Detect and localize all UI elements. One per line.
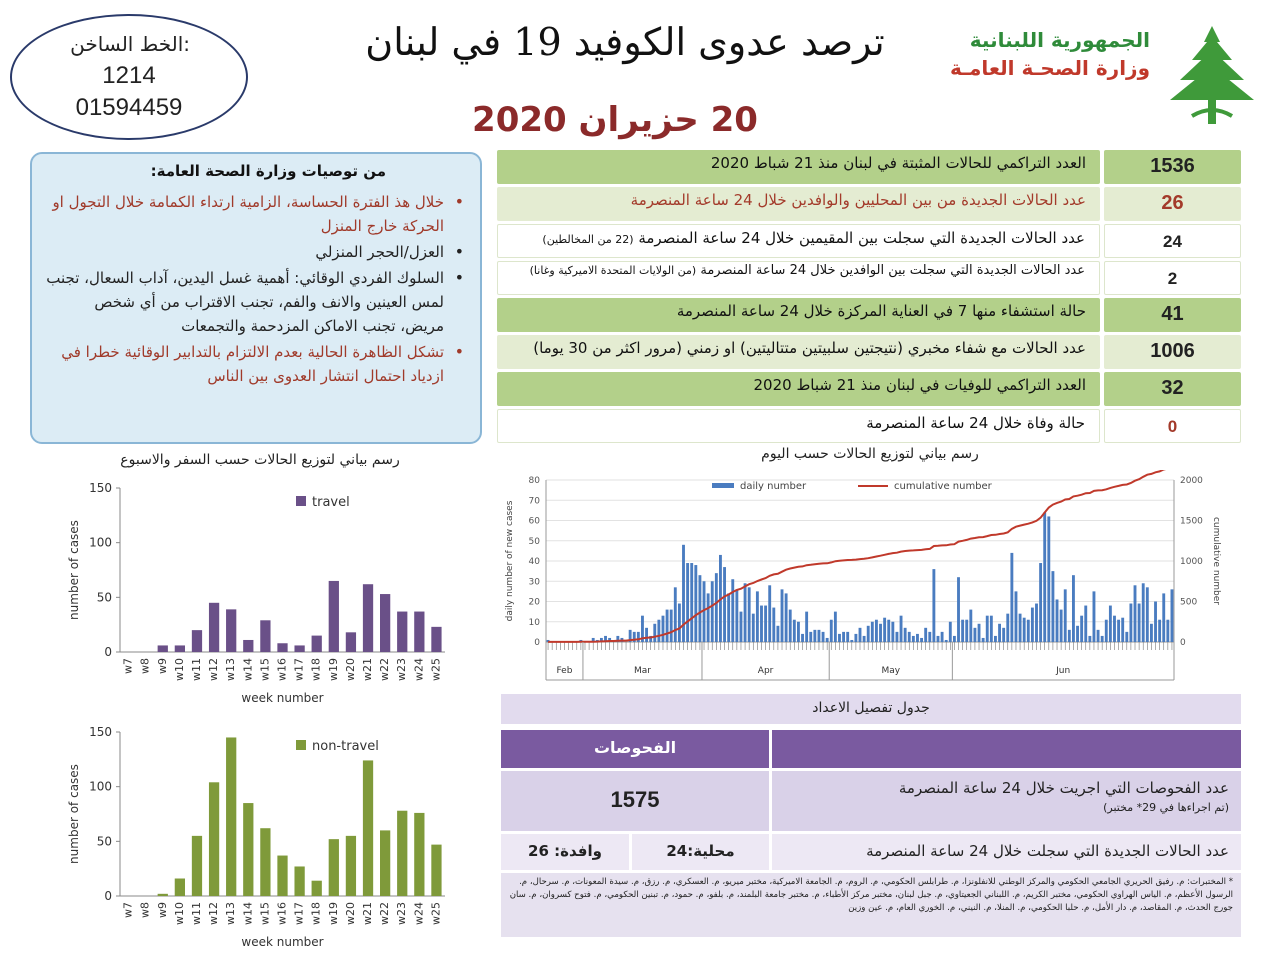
month-label: Jun bbox=[1056, 666, 1071, 676]
daily-bar bbox=[731, 579, 734, 642]
hotline-number-1: 1214 bbox=[102, 62, 156, 89]
y-axis-title: number of cases bbox=[67, 520, 81, 620]
daily-bar bbox=[776, 626, 779, 642]
bar bbox=[414, 612, 424, 652]
daily-bar bbox=[756, 591, 759, 642]
hotline-box bbox=[10, 14, 248, 140]
bar bbox=[277, 643, 287, 652]
daily-bar bbox=[674, 587, 677, 642]
daily-bar bbox=[1080, 616, 1083, 642]
daily-bar bbox=[707, 593, 710, 642]
bar bbox=[329, 839, 339, 896]
x-tick-label: w14 bbox=[241, 658, 255, 681]
x-tick-label: w18 bbox=[309, 658, 323, 681]
x-tick-label: w15 bbox=[258, 902, 272, 925]
y2-tick-label: 500 bbox=[1180, 597, 1198, 608]
daily-bar bbox=[1056, 599, 1059, 642]
daily-bar bbox=[912, 636, 915, 642]
tests-table-header bbox=[501, 730, 1241, 768]
x-tick-label: w17 bbox=[292, 658, 306, 681]
y-tick-label: 0 bbox=[534, 638, 540, 648]
x-tick-label: w13 bbox=[224, 658, 238, 681]
daily-bar bbox=[1076, 626, 1079, 642]
daily-bar bbox=[953, 636, 956, 642]
stat-label: العدد التراكمي للوفيات في لبنان منذ 21 شباط 2020 bbox=[497, 372, 1100, 406]
x-tick-label: w24 bbox=[412, 658, 426, 681]
hotline-number-2: 01594459 bbox=[75, 94, 183, 121]
daily-bar bbox=[908, 632, 911, 642]
non-travel-weekly-chart bbox=[60, 718, 460, 958]
daily-bar bbox=[670, 610, 673, 642]
stat-value: 1536 bbox=[1104, 150, 1241, 184]
y-tick-label: 10 bbox=[528, 617, 540, 628]
stat-label: عدد الحالات الجديدة من بين المحليين والوافدين خلال 24 ساعة المنصرمة bbox=[497, 187, 1100, 221]
daily-bar bbox=[1129, 604, 1132, 642]
daily-bar bbox=[789, 610, 792, 642]
legend-label-cumulative: cumulative number bbox=[894, 481, 992, 492]
daily-bar bbox=[846, 632, 849, 642]
legend-label-daily: daily number bbox=[740, 481, 807, 492]
x-tick-label: w11 bbox=[189, 658, 203, 681]
daily-bar bbox=[1002, 628, 1005, 642]
x-tick-label: w14 bbox=[241, 902, 255, 925]
bar bbox=[414, 813, 424, 896]
daily-bar bbox=[1015, 591, 1018, 642]
x-tick-label: w20 bbox=[343, 902, 357, 925]
x-tick-label: w12 bbox=[207, 902, 221, 925]
new-cases-row bbox=[501, 834, 1241, 870]
bar bbox=[192, 836, 202, 896]
y-tick-label: 100 bbox=[89, 535, 112, 550]
daily-bar bbox=[740, 612, 743, 642]
bar bbox=[209, 782, 219, 896]
daily-bar bbox=[682, 545, 685, 642]
bar bbox=[363, 584, 373, 652]
y-tick-label: 40 bbox=[528, 557, 540, 567]
local-count: محلية:24 bbox=[632, 834, 769, 870]
bar bbox=[431, 845, 441, 896]
ministry-line-2: وزارة الصحـة العامـة bbox=[949, 56, 1150, 80]
daily-bar bbox=[1158, 620, 1161, 642]
daily-chart-caption: رسم بياني لتوزيع الحالات حسب اليوم bbox=[761, 446, 979, 462]
daily-bar bbox=[854, 634, 857, 642]
y-axis-title: number of cases bbox=[67, 764, 81, 864]
stat-label: حالة استشفاء منها 7 في العناية المركزة خلال 24 ساعة المنصرمة bbox=[497, 298, 1100, 332]
y-tick-label: 100 bbox=[89, 779, 112, 794]
daily-bar bbox=[1125, 632, 1128, 642]
stat-row bbox=[497, 187, 1241, 221]
daily-bar bbox=[1051, 571, 1054, 642]
daily-bar bbox=[990, 616, 993, 642]
daily-bar bbox=[1097, 630, 1100, 642]
x-tick-label: w19 bbox=[326, 658, 340, 681]
stat-value: 0 bbox=[1104, 409, 1241, 443]
daily-bar bbox=[867, 626, 870, 642]
y2-axis-title: cumulative number bbox=[1211, 516, 1221, 606]
daily-bar bbox=[813, 630, 816, 642]
tests-label: عدد الفحوصات التي اجريت خلال 24 ساعة المنصرمة (تم اجراءها في 29* مختبر) bbox=[772, 771, 1241, 831]
daily-bar bbox=[871, 622, 874, 642]
stat-label: حالة وفاة خلال 24 ساعة المنصرمة bbox=[497, 409, 1100, 443]
daily-bar bbox=[1154, 602, 1157, 643]
daily-bar bbox=[900, 616, 903, 642]
y2-tick-label: 1500 bbox=[1180, 516, 1203, 527]
tests-row bbox=[501, 771, 1241, 831]
x-tick-label: w21 bbox=[361, 902, 375, 925]
x-tick-label: w21 bbox=[361, 658, 375, 681]
daily-bar bbox=[863, 636, 866, 642]
daily-bar bbox=[1113, 616, 1116, 642]
daily-bar bbox=[986, 616, 989, 642]
bar bbox=[380, 830, 390, 896]
daily-bar bbox=[637, 632, 640, 642]
daily-bar bbox=[879, 624, 882, 642]
daily-bar bbox=[1064, 589, 1067, 642]
tests-header-empty bbox=[772, 730, 1241, 768]
recommendations-title: من توصيات وزارة الصحة العامة: bbox=[150, 162, 386, 180]
bar bbox=[226, 609, 236, 652]
x-axis-title: week number bbox=[241, 935, 324, 949]
daily-bar bbox=[887, 620, 890, 642]
daily-bar bbox=[1162, 593, 1165, 642]
daily-bar bbox=[690, 563, 693, 642]
daily-bar bbox=[1023, 618, 1026, 642]
daily-bar bbox=[1010, 553, 1013, 642]
x-tick-label: w8 bbox=[138, 902, 152, 918]
daily-bar bbox=[1084, 606, 1087, 642]
daily-bar bbox=[838, 634, 841, 642]
recommendation-item: • السلوك الفردي الوقائي: أهمية غسل اليدين، آداب السعال، تجنب لمس العينين والانف والفم، تجنب الاقتراب من أي شخص مريض، تجنب الاماكن المزدحمة والتجمعات bbox=[46, 266, 466, 338]
daily-bar bbox=[768, 585, 771, 642]
daily-bar bbox=[801, 634, 804, 642]
daily-bar bbox=[850, 640, 853, 642]
hotline-title: الخط الساخن: bbox=[70, 32, 190, 56]
daily-bar bbox=[924, 628, 927, 642]
daily-bar bbox=[748, 587, 751, 642]
bar bbox=[380, 594, 390, 652]
stat-label: العدد التراكمي للحالات المثبتة في لبنان منذ 21 شباط 2020 bbox=[497, 150, 1100, 184]
legend-label: travel bbox=[312, 495, 350, 510]
x-tick-label: w11 bbox=[189, 902, 203, 925]
daily-bar bbox=[1117, 620, 1120, 642]
daily-bar bbox=[842, 632, 845, 642]
legend-swatch bbox=[296, 740, 306, 750]
daily-bar bbox=[694, 565, 697, 642]
bar bbox=[397, 612, 407, 652]
ministry-name bbox=[950, 28, 1150, 80]
daily-bar bbox=[896, 632, 899, 642]
daily-bar bbox=[891, 622, 894, 642]
daily-bar bbox=[1171, 589, 1174, 642]
legend-swatch bbox=[296, 496, 306, 506]
stat-label: عدد الحالات الجديدة التي سجلت بين المقيمين خلال 24 ساعة المنصرمة (22 من المخالطين) bbox=[497, 224, 1100, 258]
bar bbox=[158, 894, 168, 896]
x-tick-label: w24 bbox=[412, 902, 426, 925]
daily-bar bbox=[1047, 516, 1050, 642]
ministry-line-1: الجمهورية اللبنانية bbox=[969, 28, 1150, 52]
tests-header-label: الفحوصات bbox=[501, 730, 769, 768]
daily-bar bbox=[1138, 604, 1141, 642]
daily-bar bbox=[727, 593, 730, 642]
daily-bar bbox=[1088, 636, 1091, 642]
daily-bar bbox=[982, 638, 985, 642]
x-tick-label: w23 bbox=[395, 902, 409, 925]
labs-footnote: * المختبرات: م. رفيق الحريري الجامعي الحكومي والمركز الوطني للانفلونزا، م. طرابلس الحكومي، م. الروم، م. الجامعة الاميركية، مختبر ميريو، م. العسكري، م. رزق، م. سيدة المعونات، م. سرحال، م. الرسول الأعظم، م. الياس الهراوي الحكومي، مختبر الكريم، م. اللبناني الجعيتاوي، م. جبل لبنان، مختبر مركز الأطباء، م. مختبر جامعة البلمند، م. بلفو، م. حمود، م. تبنين الحكومي، م. فتوح كسروان، م. سان جورج الحدث، م. المقاصد، م. دار الأمل، م. حلبا الحكومي، م. المنلا، م. النيني، م. الخوري العام، م. عين وزين bbox=[501, 873, 1241, 937]
x-tick-label: w19 bbox=[326, 902, 340, 925]
bar bbox=[158, 645, 168, 652]
daily-bar bbox=[797, 622, 800, 642]
daily-bar bbox=[1060, 610, 1063, 642]
weekly-chart-caption: رسم بياني لتوزيع الحالات حسب السفر والاسبوع bbox=[120, 452, 400, 468]
daily-bar bbox=[1105, 620, 1108, 642]
daily-bar bbox=[1121, 618, 1124, 642]
bar bbox=[329, 581, 339, 652]
legend-swatch-daily bbox=[712, 483, 734, 488]
y2-tick-label: 1000 bbox=[1180, 557, 1203, 567]
stat-label: عدد الحالات مع شفاء مخبري (نتيجتين سلبيتين متتاليتين) او زمني (مرور اكثر من 30 يوما) bbox=[497, 335, 1100, 369]
daily-bar bbox=[916, 634, 919, 642]
daily-bar bbox=[969, 610, 972, 642]
y-tick-label: 50 bbox=[528, 536, 540, 547]
daily-bar bbox=[957, 577, 960, 642]
daily-bar bbox=[961, 620, 964, 642]
daily-bar bbox=[744, 583, 747, 642]
daily-bar bbox=[994, 636, 997, 642]
bar bbox=[294, 866, 304, 896]
y-tick-label: 70 bbox=[528, 496, 540, 507]
y-tick-label: 0 bbox=[104, 889, 112, 903]
stat-row bbox=[497, 372, 1241, 406]
daily-bar bbox=[809, 632, 812, 642]
daily-bar bbox=[772, 608, 775, 642]
stat-row bbox=[497, 409, 1241, 443]
x-tick-label: w16 bbox=[275, 902, 289, 925]
daily-bar bbox=[653, 624, 656, 642]
daily-bar bbox=[645, 628, 648, 642]
legend-label: non-travel bbox=[312, 739, 379, 754]
recommendation-item: • خلال هذ الفترة الحساسة، الزامية ارتداء الكمامة خلال التجول او الحركة خارج المنزل bbox=[46, 190, 466, 238]
x-tick-label: w13 bbox=[224, 902, 238, 925]
daily-bar bbox=[1031, 608, 1034, 642]
stat-value: 24 bbox=[1104, 224, 1241, 258]
month-label: Feb bbox=[556, 666, 573, 676]
daily-bar bbox=[785, 593, 788, 642]
daily-bar bbox=[1072, 575, 1075, 642]
daily-bar bbox=[1166, 620, 1169, 642]
daily-bar bbox=[945, 640, 948, 642]
bar bbox=[294, 645, 304, 652]
daily-bar bbox=[1109, 606, 1112, 642]
tests-value: 1575 bbox=[501, 771, 769, 831]
recommendations-box bbox=[30, 152, 482, 444]
bar bbox=[260, 828, 270, 896]
daily-bar bbox=[662, 616, 665, 642]
x-tick-label: w8 bbox=[138, 658, 152, 674]
x-axis-title: week number bbox=[241, 691, 324, 705]
bar bbox=[192, 630, 202, 652]
y-tick-label: 50 bbox=[96, 834, 112, 849]
bar bbox=[363, 760, 373, 896]
daily-bar bbox=[1134, 585, 1137, 642]
bar bbox=[312, 881, 322, 896]
daily-bar bbox=[998, 624, 1001, 642]
bar bbox=[209, 603, 219, 652]
y-tick-label: 80 bbox=[528, 476, 540, 486]
x-tick-label: w25 bbox=[429, 902, 443, 925]
y-tick-label: 30 bbox=[528, 577, 540, 588]
stat-value: 2 bbox=[1104, 261, 1241, 295]
bar bbox=[175, 645, 185, 652]
month-label: Mar bbox=[633, 666, 651, 676]
x-tick-label: w7 bbox=[121, 658, 135, 674]
daily-bar bbox=[1027, 620, 1030, 642]
y-tick-label: 20 bbox=[528, 597, 540, 608]
daily-bar bbox=[793, 620, 796, 642]
daily-bar bbox=[752, 614, 755, 642]
travel-weekly-chart bbox=[60, 474, 460, 714]
daily-bar bbox=[826, 638, 829, 642]
x-tick-label: w22 bbox=[378, 902, 392, 925]
y-tick-label: 50 bbox=[96, 590, 112, 605]
stat-row bbox=[497, 298, 1241, 332]
y-tick-label: 150 bbox=[89, 481, 112, 495]
daily-bar bbox=[781, 589, 784, 642]
daily-bar bbox=[1101, 636, 1104, 642]
x-tick-label: w17 bbox=[292, 902, 306, 925]
daily-bar bbox=[666, 610, 669, 642]
x-tick-label: w22 bbox=[378, 658, 392, 681]
daily-bar bbox=[949, 622, 952, 642]
daily-bar bbox=[830, 620, 833, 642]
daily-bar bbox=[711, 581, 714, 642]
daily-bar bbox=[978, 624, 981, 642]
bar bbox=[277, 856, 287, 896]
stat-value: 32 bbox=[1104, 372, 1241, 406]
bar bbox=[226, 737, 236, 896]
daily-bar bbox=[760, 606, 763, 642]
daily-bar bbox=[735, 589, 738, 642]
x-tick-label: w23 bbox=[395, 658, 409, 681]
x-tick-label: w9 bbox=[155, 658, 169, 674]
x-tick-label: w12 bbox=[207, 658, 221, 681]
x-tick-label: w20 bbox=[343, 658, 357, 681]
daily-bar bbox=[904, 628, 907, 642]
tests-table bbox=[501, 694, 1241, 937]
stat-value: 26 bbox=[1104, 187, 1241, 221]
daily-bar bbox=[965, 620, 968, 642]
y-tick-label: 150 bbox=[89, 725, 112, 739]
x-tick-label: w18 bbox=[309, 902, 323, 925]
daily-bar bbox=[1043, 512, 1046, 642]
bar bbox=[397, 811, 407, 896]
daily-bar bbox=[928, 632, 931, 642]
new-cases-label: عدد الحالات الجديدة التي سجلت خلال 24 ساعة المنصرمة bbox=[772, 834, 1241, 870]
daily-bar bbox=[941, 632, 944, 642]
daily-bar bbox=[1039, 563, 1042, 642]
daily-bar bbox=[920, 638, 923, 642]
page-title: ترصد عدوى الكوفيد 19 في لبنان bbox=[365, 20, 885, 64]
y-axis-title: daily number of new cases bbox=[505, 500, 515, 622]
daily-bar bbox=[1150, 624, 1153, 642]
daily-bar bbox=[1068, 630, 1071, 642]
y-tick-label: 60 bbox=[528, 516, 540, 527]
x-tick-label: w10 bbox=[172, 658, 186, 681]
daily-bar bbox=[1093, 591, 1096, 642]
x-tick-label: w15 bbox=[258, 658, 272, 681]
daily-bar bbox=[932, 569, 935, 642]
daily-bar bbox=[875, 620, 878, 642]
daily-bar bbox=[883, 618, 886, 642]
x-tick-label: w25 bbox=[429, 658, 443, 681]
daily-bar bbox=[834, 612, 837, 642]
month-label: Apr bbox=[757, 666, 774, 676]
daily-bar bbox=[723, 567, 726, 642]
daily-bar bbox=[657, 620, 660, 642]
y2-tick-label: 0 bbox=[1180, 638, 1186, 648]
x-tick-label: w16 bbox=[275, 658, 289, 681]
bar bbox=[243, 640, 253, 652]
daily-bar bbox=[1019, 614, 1022, 642]
stat-value: 1006 bbox=[1104, 335, 1241, 369]
month-label: May bbox=[881, 666, 901, 676]
daily-bar bbox=[859, 628, 862, 642]
daily-bar bbox=[686, 563, 689, 642]
stat-row bbox=[497, 150, 1241, 184]
stat-row bbox=[497, 335, 1241, 369]
bar bbox=[312, 636, 322, 652]
daily-bar bbox=[715, 573, 718, 642]
y2-tick-label: 2000 bbox=[1180, 476, 1203, 486]
stat-row bbox=[497, 261, 1241, 295]
recommendation-item: • تشكل الظاهرة الحالية بعدم الالتزام بالتدابير الوقائية خطرا في ازدياد احتمال انتشار العدوى بين الناس bbox=[46, 340, 466, 388]
recommendation-item: • العزل/الحجر المنزلي bbox=[46, 240, 466, 264]
y-tick-label: 0 bbox=[104, 645, 112, 659]
daily-bar bbox=[1146, 587, 1149, 642]
daily-bar bbox=[698, 575, 701, 642]
bar bbox=[346, 836, 356, 896]
x-tick-label: w10 bbox=[172, 902, 186, 925]
bar bbox=[431, 627, 441, 652]
stat-label: عدد الحالات الجديدة التي سجلت بين الوافدين خلال 24 ساعة المنصرمة (من الولايات المتحدة الاميركية وغانا) bbox=[497, 261, 1100, 295]
stat-row bbox=[497, 224, 1241, 258]
daily-cases-chart bbox=[496, 470, 1226, 692]
daily-bar bbox=[822, 632, 825, 642]
bar bbox=[243, 803, 253, 896]
stat-value: 41 bbox=[1104, 298, 1241, 332]
daily-bar bbox=[937, 636, 940, 642]
bar bbox=[346, 632, 356, 652]
daily-bar bbox=[764, 606, 767, 642]
x-tick-label: w9 bbox=[155, 902, 169, 918]
arrivals-count: وافدة: 26 bbox=[501, 834, 629, 870]
report-date: 20 حزيران 2020 bbox=[472, 100, 758, 140]
daily-bar bbox=[973, 628, 976, 642]
daily-bar bbox=[818, 630, 821, 642]
daily-bar bbox=[1006, 614, 1009, 642]
daily-bar bbox=[678, 604, 681, 642]
stats-table bbox=[497, 150, 1241, 446]
cedar-logo-icon bbox=[1162, 20, 1262, 130]
daily-bar bbox=[1142, 583, 1145, 642]
bar bbox=[175, 879, 185, 896]
daily-bar bbox=[805, 612, 808, 642]
x-tick-label: w7 bbox=[121, 902, 135, 918]
daily-bar bbox=[1035, 604, 1038, 642]
bar bbox=[260, 620, 270, 652]
tests-table-caption: جدول تفصيل الاعداد bbox=[501, 694, 1241, 724]
